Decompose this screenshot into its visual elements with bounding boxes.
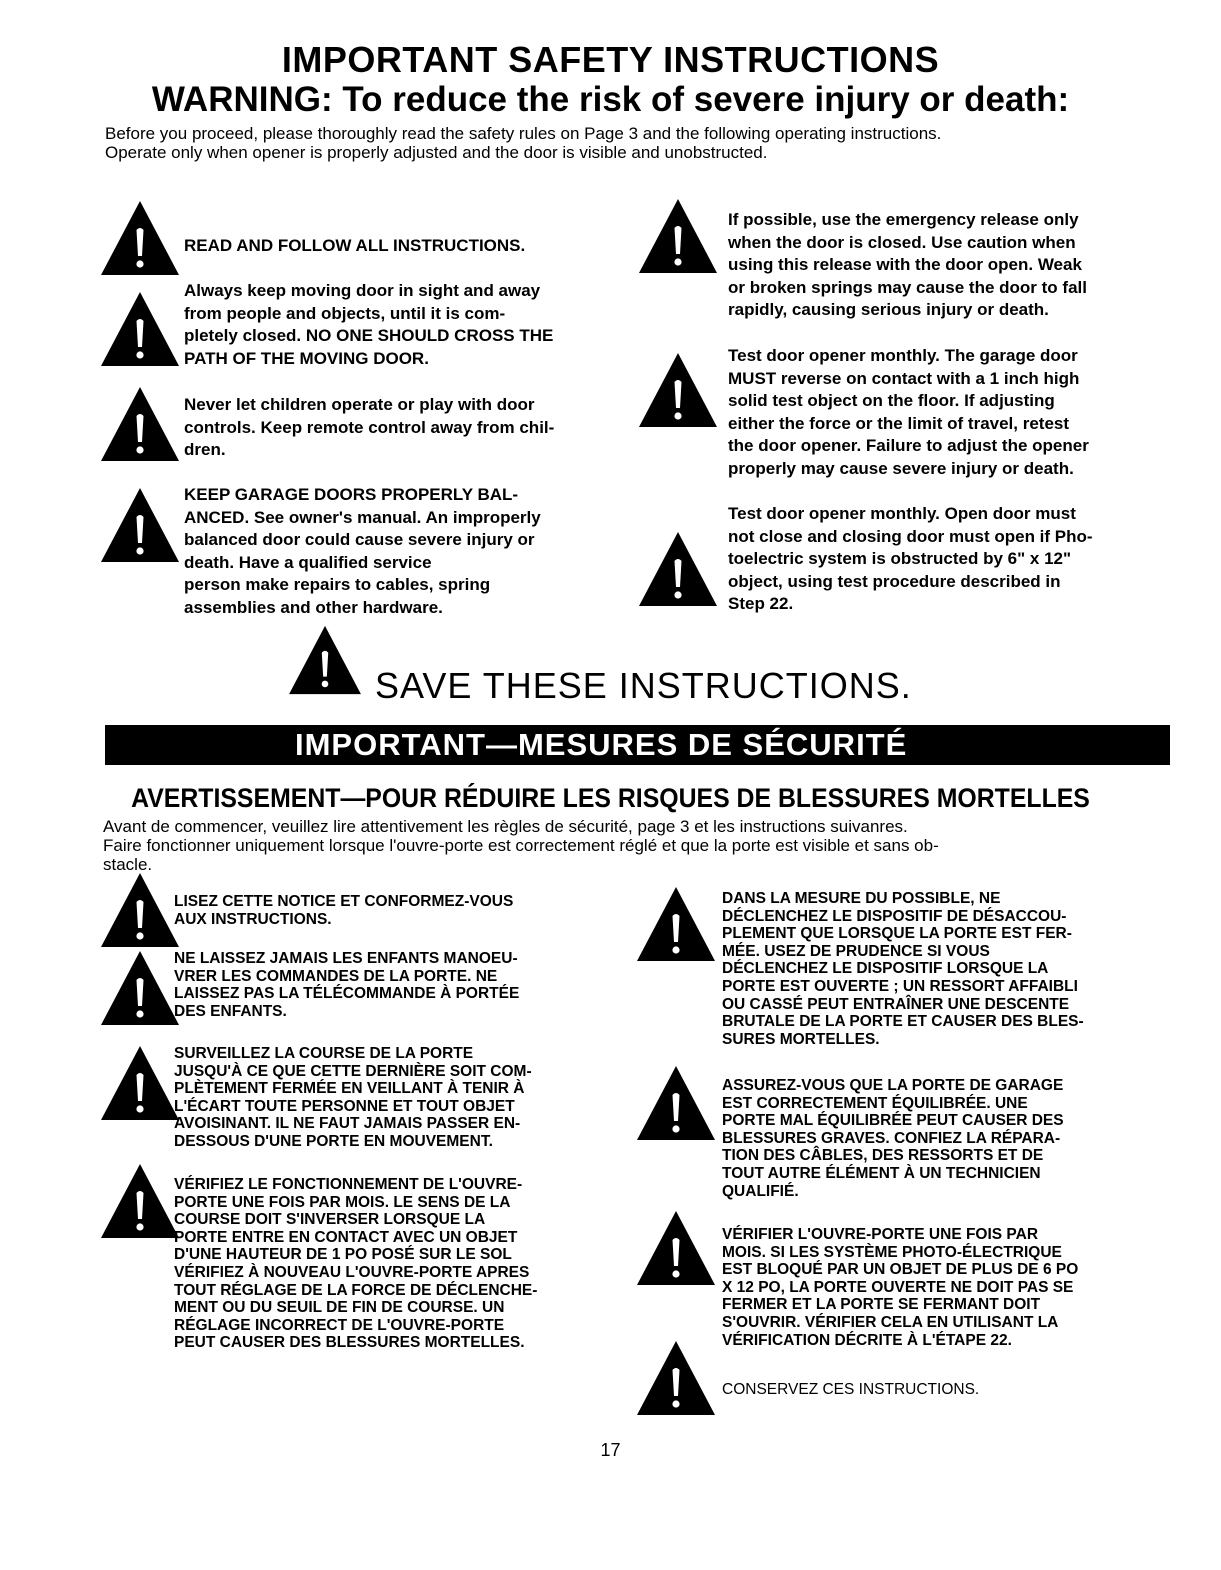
safety-instruction: Test door opener monthly. Open door must not close and closing door must open if Pho- toelectric system is obstructed by 6" x 12" object, using test procedure described in Step 22. [728, 504, 1093, 613]
french-banner [105, 725, 1170, 765]
warning-triangle-icon [636, 1065, 716, 1141]
safety-instruction: If possible, use the emergency release only when the door is closed. Use caution when using this release with the door open. Weak or broken springs may cause the door to fall rapidly, causing serious injury or death. [728, 210, 1087, 319]
intro-line: Faire fonctionner uniquement lorsque l'ouvre-porte est correctement réglé et que la porte est visible et sans ob- [103, 836, 939, 855]
intro-line: Operate only when opener is properly adjusted and the door is visible and unobstructed. [105, 143, 768, 162]
french-safety-instruction: ASSUREZ-VOUS QUE LA PORTE DE GARAGE EST CORRECTEMENT ÉQUILIBRÉE. UNE PORTE MAL ÉQUILIBRÉE PEUT CAUSER DES BLESSURES GRAVES. CONFIEZ LA RÉPARA- TION DES CÂBLES, DES RESSORTS ET DE TOUT AUTRE ÉLÉMENT À UN TECHNICIEN QUALIFIÉ. [722, 1077, 1064, 1200]
french-safety-instruction: VÉRIFIER L'OUVRE-PORTE UNE FOIS PAR MOIS. SI LES SYSTÈME PHOTO-ÉLECTRIQUE EST BLOQUÉ PAR UN OBJET DE PLUS DE 6 PO X 12 PO, LA PORTE OUVERTE NE DOIT PAS SE FERMER ET LA PORTE SE FERMANT DOIT S'OUVRIR. VÉRIFIER CELA EN UTILISANT LA VÉRIFICATION DÉCRITE À L'ÉTAPE 22. [722, 1226, 1079, 1349]
warning-triangle-icon [100, 950, 180, 1026]
french-warning-heading: AVERTISSEMENT—POUR RÉDUIRE LES RISQUES DE BLESSURES MORTELLES [131, 783, 1090, 813]
warning-triangle-icon [636, 886, 716, 962]
warning-triangle-icon [636, 1340, 716, 1416]
page-number: 17 [600, 1440, 621, 1460]
safety-instruction: KEEP GARAGE DOORS PROPERLY BAL- ANCED. See owner's manual. An improperly balanced door could cause severe injury or death. Have a qualified service person make repairs to cables, spring assemblies and other hardware. [184, 485, 541, 617]
page-title: IMPORTANT SAFETY INSTRUCTIONS [281, 39, 940, 80]
warning-triangle-icon [100, 200, 180, 276]
warning-triangle-icon [100, 1045, 180, 1121]
warning-triangle-icon [638, 198, 718, 274]
warning-triangle-icon [636, 1210, 716, 1286]
warning-triangle-icon [100, 872, 180, 948]
intro-line: Before you proceed, please thoroughly read the safety rules on Page 3 and the following operating instructions. [105, 124, 942, 143]
intro-paragraph [105, 124, 1175, 162]
warning-heading: WARNING: To reduce the risk of severe injury or death: [151, 80, 1070, 119]
warning-triangle-icon [100, 291, 180, 367]
warning-triangle-icon [100, 386, 180, 462]
safety-instruction: READ AND FOLLOW ALL INSTRUCTIONS. [184, 236, 526, 255]
french-safety-instruction: VÉRIFIEZ LE FONCTIONNEMENT DE L'OUVRE- PORTE UNE FOIS PAR MOIS. LE SENS DE LA COURSE DOIT S'INVERSER LORSQUE LA PORTE ENTRE EN CONTACT AVEC UN OBJET D'UNE HAUTEUR DE 1 PO POSÉ SUR LE SOL VÉRIFIEZ À NOUVEAU L'OUVRE-PORTE APRES TOUT RÉGLAGE DE LA FORCE DE DÉCLENCHE- MENT OU DU SEUIL DE FIN DE COURSE. UN RÉGLAGE INCORRECT DE L'OUVRE-PORTE PEUT CAUSER DES BLESSURES MORTELLES. [174, 1176, 538, 1352]
french-safety-instruction: NE LAISSEZ JAMAIS LES ENFANTS MANOEU- VRER LES COMMANDES DE LA PORTE. NE LAISSEZ PAS LA TÉLÉCOMMANDE À PORTÉE DES ENFANTS. [174, 950, 520, 1020]
warning-triangle-icon [100, 1163, 180, 1239]
safety-instruction: Test door opener monthly. The garage door MUST reverse on contact with a 1 inch high solid test object on the floor. If adjusting either the force or the limit of travel, retest the door opener. Failure to adjust the opener properly may cause severe injury or death. [728, 346, 1089, 478]
french-safety-instruction: LISEZ CETTE NOTICE ET CONFORMEZ-VOUS AUX INSTRUCTIONS. [174, 893, 514, 928]
safety-instruction: Never let children operate or play with door controls. Keep remote control away from chil- dren. [184, 395, 555, 459]
french-banner-label: IMPORTANT—MESURES DE SÉCURITÉ [295, 727, 908, 762]
warning-triangle-icon [100, 487, 180, 563]
french-safety-instruction: DANS LA MESURE DU POSSIBLE, NE DÉCLENCHEZ LE DISPOSITIF DE DÉSACCOU- PLEMENT QUE LORSQUE LA PORTE EST FER- MÉE. USEZ DE PRUDENCE SI VOUS DÉCLENCHEZ LE DISPOSITIF LORSQUE LA PORTE EST OUVERTE ; UN RESSORT AFFAIBLI OU CASSÉ PEUT ENTRAÎNER UNE DESCENTE BRUTALE DE LA PORTE ET CAUSER DES BLES- SURES MORTELLES. [722, 890, 1084, 1048]
save-instructions-heading: SAVE THESE INSTRUCTIONS. [375, 665, 912, 706]
safety-instruction: Always keep moving door in sight and away from people and objects, until it is com- pletely closed. NO ONE SHOULD CROSS THE PATH OF THE MOVING DOOR. [184, 281, 554, 368]
warning-triangle-icon [638, 531, 718, 607]
intro-line: stacle. [103, 855, 153, 874]
french-safety-instruction: SURVEILLEZ LA COURSE DE LA PORTE JUSQU'À CE QUE CETTE DERNIÈRE SOIT COM- PLÈTEMENT FERMÉE EN VEILLANT À TENIR À L'ÉCART TOUTE PERSONNE ET TOUT OBJET AVOISINANT. IL NE FAUT JAMAIS PASSER EN- DESSOUS D'UNE PORTE EN MOUVEMENT. [174, 1045, 532, 1150]
french-intro-paragraph [103, 817, 1173, 874]
warning-triangle-icon [283, 625, 367, 695]
french-save-instructions: CONSERVEZ CES INSTRUCTIONS. [722, 1381, 980, 1398]
intro-line: Avant de commencer, veuillez lire attentivement les règles de sécurité, page 3 et les instructions suivanres. [103, 817, 908, 836]
warning-triangle-icon [638, 352, 718, 428]
